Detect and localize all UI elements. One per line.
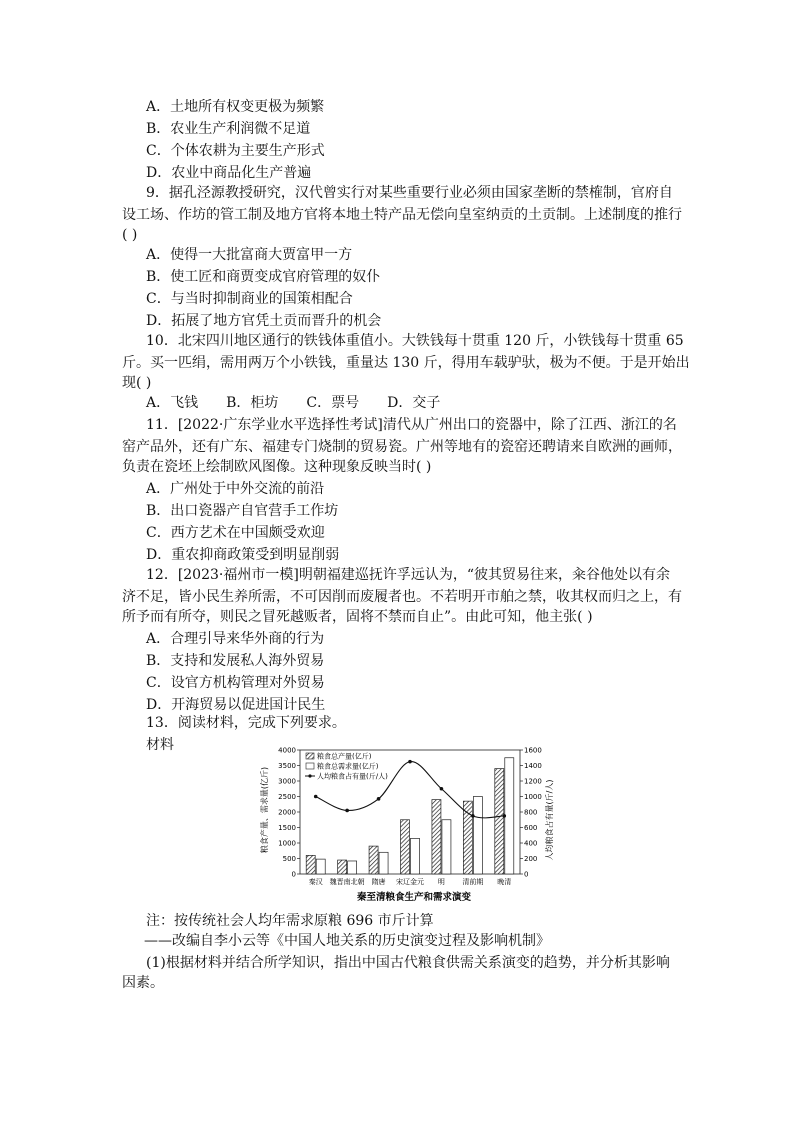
x-tick-label: 晚清	[497, 878, 512, 886]
q12-stem-line-2: 济不足，皆小民生养所需，不可因削而废履者也。不若明开市舶之禁，收其权而归之上，有	[122, 589, 682, 605]
q12-option-b: B．支持和发展私人海外贸易	[146, 653, 325, 669]
y-tick-label: 3500	[278, 762, 296, 770]
q13-sub1-line-2: 因素。	[122, 975, 164, 991]
q10-stem-line-2: 斤。买一匹绢，需用两万个小铁钱，重量达 130 斤，得用车载驴驮，极为不便。于是开始出	[122, 355, 690, 371]
x-tick-label: 宋辽金元	[396, 878, 424, 886]
bar-demand	[442, 820, 451, 874]
bar-demand	[316, 859, 325, 874]
x-tick-label: 隋唐	[371, 878, 386, 886]
y-tick-label: 500	[282, 855, 296, 863]
q9-option-d: D．拓展了地方官凭土贡而晋升的机会	[146, 313, 382, 329]
y2-tick-label: 1600	[524, 746, 542, 755]
q8-option-d: D．农业中商品化生产普遍	[146, 165, 312, 181]
x-tick-label: 秦汉	[308, 878, 323, 886]
q11-option-c: C．西方艺术在中国颇受欢迎	[146, 525, 325, 541]
bar-production	[306, 855, 315, 874]
x-tick-label: 魏晋南北朝	[329, 878, 365, 886]
q12-stem-line-3: 所予而有所夺，则民之冒死越贩者，固将不禁而自止”。由此可知，他主张( )	[122, 609, 593, 625]
y-tick-label: 3000	[278, 777, 296, 786]
y-tick-label: 4000	[278, 746, 296, 755]
bar-production	[369, 846, 378, 874]
y2-tick-label: 800	[524, 808, 538, 817]
x-tick-label: 明	[437, 878, 445, 886]
q13-sub1-line-1: (1)根据材料并结合所学知识，指出中国古代粮食供需关系演变的趋势，并分析其影响	[146, 955, 670, 971]
chart-source: ——改编自李小云等《中国人地关系的历史演变过程及影响机制》	[144, 933, 550, 949]
legend-swatch-demand	[306, 763, 314, 769]
y2-tick-label: 1400	[524, 762, 542, 770]
bar-demand	[505, 758, 514, 874]
q10-options: A．飞钱 B．柜坊 C．票号 D．交子	[146, 395, 441, 411]
q13-stem: 13．阅读材料，完成下列要求。	[146, 715, 346, 731]
bar-demand	[379, 852, 388, 874]
bar-production	[432, 800, 441, 874]
q11-option-a: A．广州处于中外交流的前沿	[146, 481, 325, 497]
material-label: 材料	[146, 737, 174, 753]
q12-option-d: D．开海贸易以促进国计民生	[146, 697, 326, 713]
legend-label-production: 粮食总产量(亿斤)	[317, 752, 372, 761]
y2-tick-label: 600	[524, 824, 538, 832]
y-tick-label: 2500	[278, 793, 296, 801]
bar-demand	[348, 861, 357, 874]
q8-option-c: C．个体农耕为主要生产形式	[146, 143, 325, 159]
y2-tick-label: 400	[524, 839, 538, 848]
per-capita-point	[471, 814, 475, 818]
y-tick-label: 1500	[278, 824, 296, 832]
y2-tick-label: 0	[524, 870, 529, 879]
q9-option-c: C．与当时抑制商业的国策相配合	[146, 291, 353, 307]
y-axis-label: 粮食产量、需求量(亿斤)	[260, 766, 269, 854]
q10-stem-line-3: 现( )	[122, 375, 152, 391]
q9-stem-line-1: 9．据孔泾源教授研究，汉代曾实行对某些重要行业必须由国家垄断的禁榷制，官府自	[146, 185, 673, 201]
chart-title: 秦至清粮食生产和需求演变	[356, 892, 472, 903]
per-capita-point	[408, 760, 412, 764]
q11-option-b: B．出口瓷器产自官营手工作坊	[146, 503, 339, 519]
q11-stem-line-1: 11．[2022·广东学业水平选择性考试]清代从广州出口的瓷器中，除了江西、浙江的名	[146, 417, 677, 433]
per-capita-point	[377, 797, 381, 801]
q9-stem-line-2: 设工场、作坊的管工制及地方官将本地土特产品无偿向皇室纳贡的土贡制。上述制度的推行	[122, 207, 682, 223]
q9-option-a: A．使得一大批富商大贾富甲一方	[146, 247, 353, 263]
x-tick-label: 清前期	[462, 878, 484, 886]
y2-tick-label: 1200	[524, 777, 542, 786]
bar-production	[463, 801, 472, 874]
q12-stem-line-1: 12．[2023·福州市一模]明朝福建巡抚许孚远认为，“彼其贸易往来，籴谷他处以有余	[146, 567, 670, 583]
legend-label-per-capita: 人均粮食占有量(斤/人)	[317, 772, 388, 781]
y2-axis-label: 人均粮食占有量(斤/人)	[545, 779, 554, 861]
q12-option-c: C．设官方机构管理对外贸易	[146, 675, 325, 691]
legend-swatch-production	[306, 753, 314, 759]
bar-demand	[473, 797, 482, 875]
per-capita-point	[502, 814, 506, 818]
q11-stem-line-2: 窑产品外，还有广东、福建专门烧制的贸易瓷。广州等地有的瓷窑还聘请来自欧洲的画师，	[122, 439, 682, 455]
q10-stem-line-1: 10．北宋四川地区通行的铁钱体重值小。大铁钱每十贯重 120 斤，小铁钱每十贯重 65	[146, 333, 684, 349]
legend-label-demand: 粮食总需求量(亿斤)	[317, 762, 379, 771]
per-capita-point	[314, 795, 318, 799]
bar-production	[495, 769, 504, 874]
q8-option-a: A．土地所有权变更极为频繁	[146, 99, 325, 115]
per-capita-point	[345, 809, 349, 813]
q11-option-d: D．重农抑商政策受到明显削弱	[146, 547, 340, 563]
q11-stem-line-3: 负责在瓷坯上绘制欧风图像。这种现象反映当时( )	[122, 459, 432, 475]
grain-chart	[258, 740, 558, 908]
y-tick-label: 1000	[278, 839, 296, 848]
q8-option-b: B．农业生产利润微不足道	[146, 121, 311, 137]
chart-note: 注：按传统社会人均年需求原粮 696 市斤计算	[146, 913, 434, 929]
per-capita-point	[440, 787, 444, 791]
q9-stem-line-3: ( )	[122, 227, 138, 243]
q12-option-a: A．合理引导来华外商的行为	[146, 631, 325, 647]
y2-tick-label: 1000	[524, 793, 542, 801]
bar-demand	[411, 838, 420, 874]
y-tick-label: 2000	[278, 808, 296, 817]
q9-option-b: B．使工匠和商贾变成官府管理的奴仆	[146, 269, 381, 285]
y-tick-label: 0	[291, 870, 296, 879]
bar-production	[338, 860, 347, 874]
y2-tick-label: 200	[524, 855, 538, 863]
legend-swatch-point	[308, 774, 311, 777]
bar-production	[401, 820, 410, 874]
